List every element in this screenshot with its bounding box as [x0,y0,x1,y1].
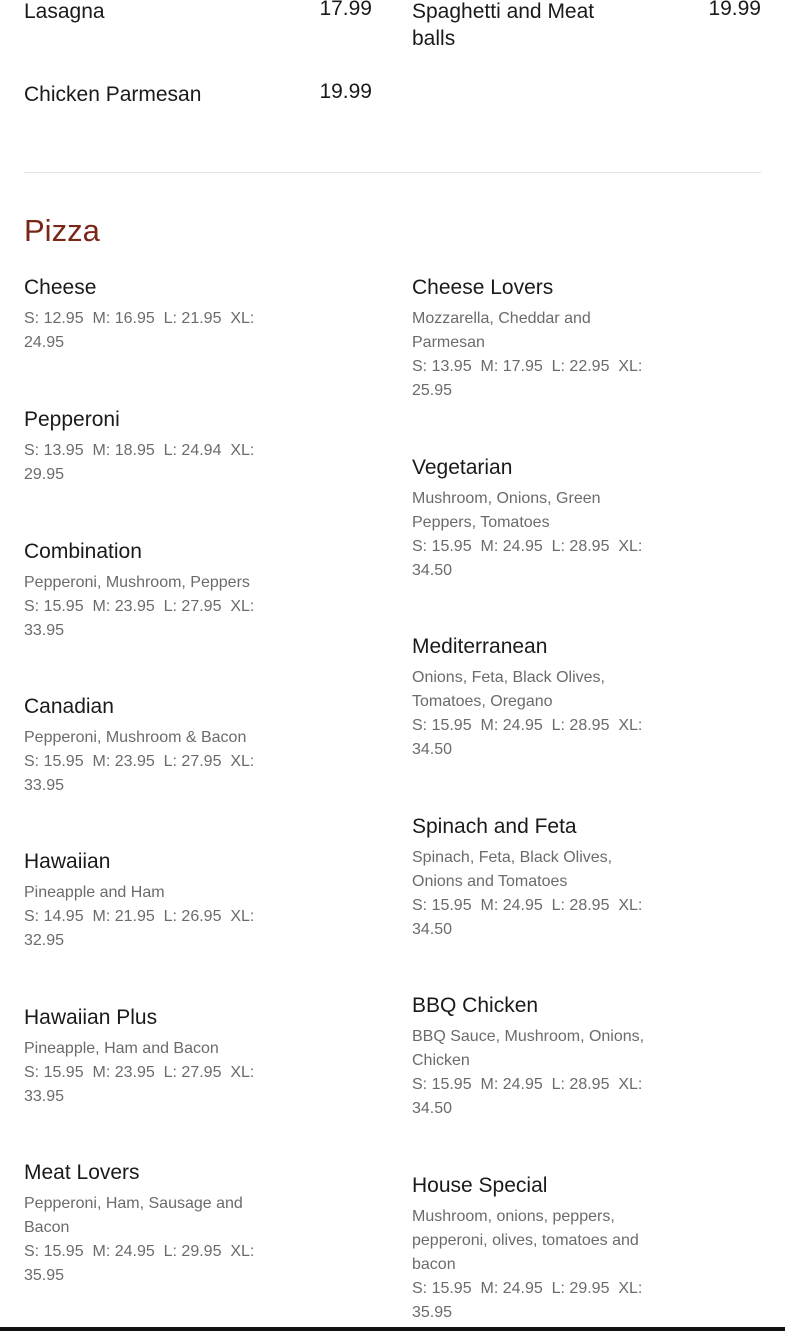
pizza-name: House Special [412,1174,548,1197]
menu-item-price: 17.99 [319,0,372,20]
pizza-name: Hawaiian [24,850,111,873]
pizza-prices: S: 15.95 M: 24.95 L: 28.95 XL: 34.50 [412,717,647,758]
pizza-prices: S: 15.95 M: 24.95 L: 29.95 XL: 35.95 [412,1280,647,1321]
pizza-prices: S: 14.95 M: 21.95 L: 26.95 XL: 32.95 [24,908,259,949]
menu-item-name: Chicken Parmesan [24,83,202,106]
pizza-description: Onions, Feta, Black Olives, Tomatoes, Oregano [412,669,610,710]
pizza-name: Mediterranean [412,635,548,658]
pizza-prices: S: 15.95 M: 24.95 L: 28.95 XL: 34.50 [412,538,647,579]
bottom-edge-bar [0,1327,785,1331]
pizza-description: Mushroom, onions, peppers, pepperoni, olives, tomatoes and bacon [412,1208,644,1273]
pizza-name: Cheese Lovers [412,276,554,299]
pizza-name: Vegetarian [412,456,513,479]
pizza-name: Pepperoni [24,408,120,431]
pizza-prices: S: 13.95 M: 18.95 L: 24.94 XL: 29.95 [24,442,259,483]
pizza-description: Spinach, Feta, Black Olives, Onions and Tomatoes [412,849,617,890]
pizza-description: Pepperoni, Mushroom, Peppers [24,574,250,591]
pizza-name: Meat Lovers [24,1161,140,1184]
menu-item-name: Spaghetti and Meat balls [412,0,595,50]
pizza-item-cheese [24,275,264,355]
menu-item-name: Lasagna [24,0,105,23]
pizza-prices: S: 15.95 M: 24.95 L: 28.95 XL: 34.50 [412,897,647,938]
pizza-item-cheese-lovers [412,275,652,403]
pizza-item-canadian [24,694,264,798]
pizza-prices: S: 15.95 M: 23.95 L: 27.95 XL: 33.95 [24,1064,259,1105]
pizza-name: BBQ Chicken [412,994,539,1017]
pizza-item-combination [24,539,264,643]
pizza-description: Pineapple and Ham [24,884,165,901]
pizza-prices: S: 15.95 M: 24.95 L: 28.95 XL: 34.50 [412,1076,647,1117]
pizza-item-vegetarian [412,455,652,583]
pizza-name: Cheese [24,276,97,299]
section-title-pizza: Pizza [24,213,100,248]
pizza-item-spinach-and-feta [412,814,652,942]
pizza-item-pepperoni [24,407,264,487]
pizza-prices: S: 15.95 M: 23.95 L: 27.95 XL: 33.95 [24,598,259,639]
pizza-description: Pineapple, Ham and Bacon [24,1040,219,1057]
pizza-item-hawaiian-plus [24,1005,264,1109]
pizza-description: Pepperoni, Ham, Sausage and Bacon [24,1195,248,1236]
pizza-description: Pepperoni, Mushroom & Bacon [24,729,247,746]
pizza-description: Mushroom, Onions, Green Peppers, Tomatoes [412,490,605,531]
pizza-prices: S: 12.95 M: 16.95 L: 21.95 XL: 24.95 [24,310,259,351]
pizza-description: BBQ Sauce, Mushroom, Onions, Chicken [412,1028,649,1069]
pizza-item-hawaiian [24,849,264,953]
pizza-description: Mozzarella, Cheddar and Parmesan [412,310,596,351]
pizza-name: Spinach and Feta [412,815,577,838]
pizza-item-mediterranean [412,634,652,762]
pizza-name: Combination [24,540,142,563]
pizza-prices: S: 15.95 M: 24.95 L: 29.95 XL: 35.95 [24,1243,259,1284]
pizza-name: Hawaiian Plus [24,1006,158,1029]
pizza-name: Canadian [24,695,114,718]
pizza-item-meat-lovers [24,1160,264,1288]
pizza-prices: S: 15.95 M: 23.95 L: 27.95 XL: 33.95 [24,753,259,794]
pizza-prices: S: 13.95 M: 17.95 L: 22.95 XL: 25.95 [412,358,647,399]
section-divider [24,172,761,173]
menu-item-price: 19.99 [319,80,372,103]
menu-item-price: 19.99 [708,0,761,20]
pizza-item-bbq-chicken [412,993,652,1121]
pizza-item-house-special [412,1173,652,1325]
